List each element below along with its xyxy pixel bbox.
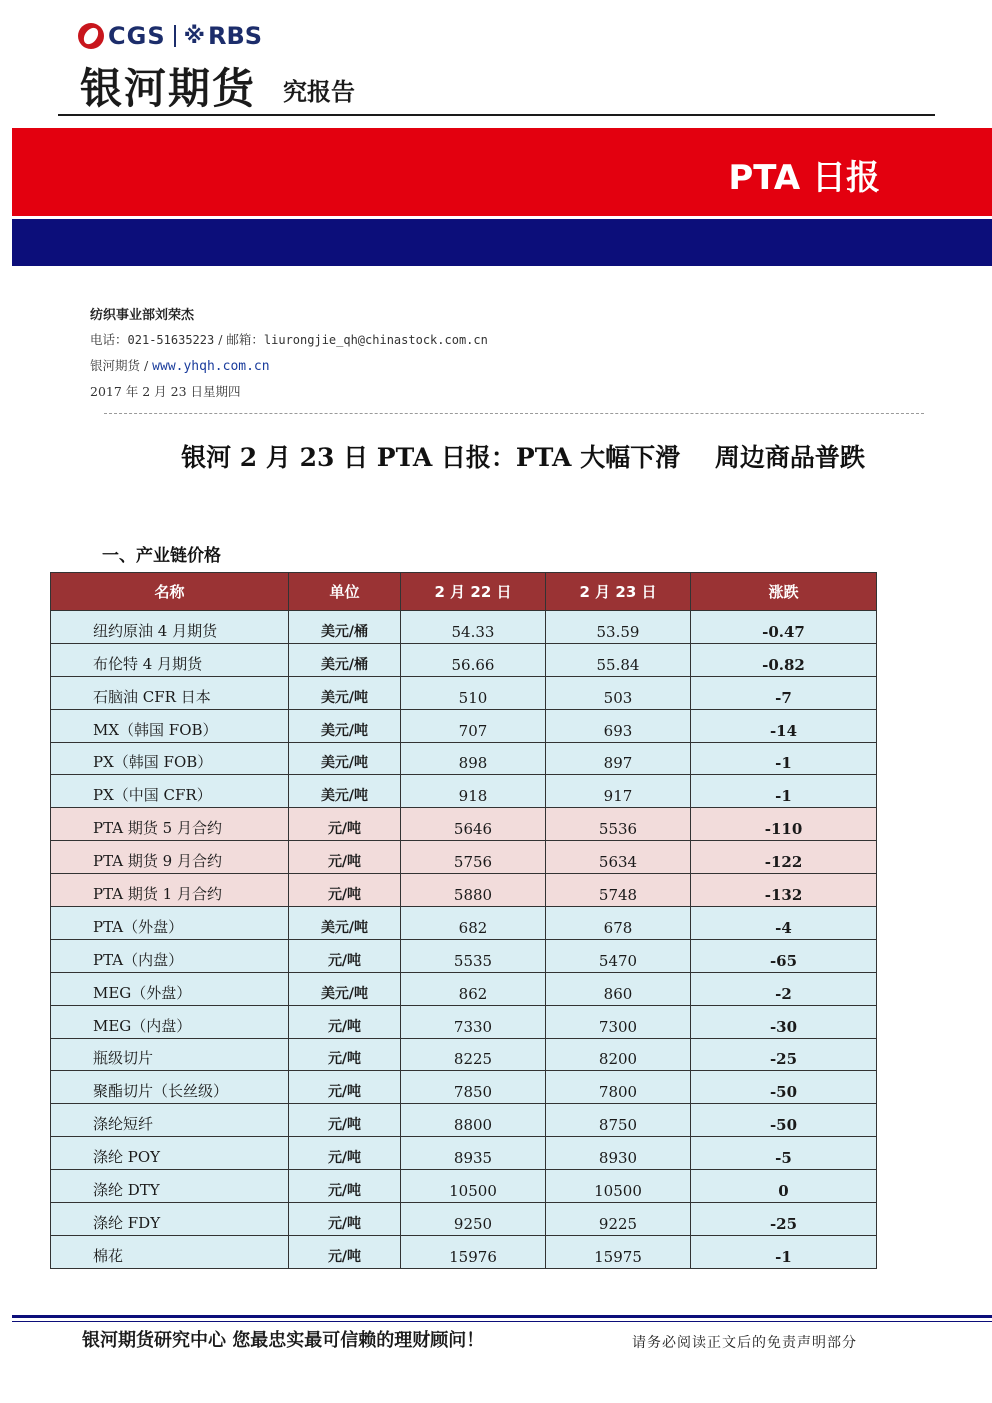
cell-unit: 美元/吨: [289, 775, 401, 808]
cell-change: -30: [691, 1005, 877, 1038]
email-label: / 邮箱：: [214, 332, 264, 347]
cell-unit: 元/吨: [289, 841, 401, 874]
cell-unit: 美元/吨: [289, 972, 401, 1005]
cell-date1: 5646: [401, 808, 546, 841]
logo-rbs-text: RBS: [208, 22, 263, 50]
table-row: [51, 1203, 877, 1236]
cell-date1: 7330: [401, 1005, 546, 1038]
cell-name: 棉花: [51, 1235, 289, 1268]
cell-date1: 5880: [401, 874, 546, 907]
cell-date1: 54.33: [401, 611, 546, 644]
cell-name: MX（韩国 FOB）: [51, 709, 289, 742]
cell-date2: 5634: [546, 841, 691, 874]
cell-unit: 元/吨: [289, 1005, 401, 1038]
table-row: [51, 1235, 877, 1268]
cell-name: 聚酯切片（长丝级）: [51, 1071, 289, 1104]
title-band: [12, 128, 992, 216]
cell-name: 涤纶 DTY: [51, 1170, 289, 1203]
cell-date2: 897: [546, 742, 691, 775]
price-table: [50, 572, 877, 1269]
cell-change: -0.82: [691, 643, 877, 676]
logo-divider: [174, 25, 176, 47]
table-row: [51, 643, 877, 676]
phone-label: 电话：: [90, 332, 128, 347]
cell-change: -2: [691, 972, 877, 1005]
table-row: [51, 676, 877, 709]
footer-rule-thin: [12, 1321, 992, 1322]
cell-change: -1: [691, 1235, 877, 1268]
cell-unit: 美元/吨: [289, 709, 401, 742]
cell-change: -25: [691, 1203, 877, 1236]
brand-subtitle: 究报告: [283, 78, 355, 106]
cell-name: MEG（内盘）: [51, 1005, 289, 1038]
cell-date2: 5748: [546, 874, 691, 907]
table-header-row: [51, 573, 877, 611]
brand-name: 银河期货: [80, 64, 257, 113]
cell-date2: 5536: [546, 808, 691, 841]
cell-name: PTA 期货 1 月合约: [51, 874, 289, 907]
cell-unit: 元/吨: [289, 939, 401, 972]
cell-date1: 8935: [401, 1137, 546, 1170]
cell-unit: 美元/吨: [289, 742, 401, 775]
table-row: [51, 972, 877, 1005]
cell-date1: 9250: [401, 1203, 546, 1236]
cell-name: 石脑油 CFR 日本: [51, 676, 289, 709]
cell-change: -1: [691, 742, 877, 775]
cell-unit: 元/吨: [289, 874, 401, 907]
table-row: [51, 742, 877, 775]
footer-rule-thick: [12, 1315, 992, 1318]
cell-date1: 10500: [401, 1170, 546, 1203]
table-row: [51, 907, 877, 940]
table-row: [51, 939, 877, 972]
cell-change: -110: [691, 808, 877, 841]
table-row: [51, 808, 877, 841]
cell-name: PTA 期货 9 月合约: [51, 841, 289, 874]
table-row: [51, 611, 877, 644]
cell-change: -4: [691, 907, 877, 940]
cell-change: -5: [691, 1137, 877, 1170]
cell-unit: 美元/桶: [289, 643, 401, 676]
logo-cgs-text: CGS: [108, 22, 166, 50]
cell-date2: 917: [546, 775, 691, 808]
cell-date2: 9225: [546, 1203, 691, 1236]
cell-date1: 5535: [401, 939, 546, 972]
contact-line: [90, 330, 488, 348]
cell-date1: 7850: [401, 1071, 546, 1104]
phone-number: 021-51635223: [127, 333, 215, 347]
author: 纺织事业部刘荣杰: [90, 308, 195, 323]
cell-date1: 8800: [401, 1104, 546, 1137]
cgs-swirl-icon: [78, 23, 104, 49]
cell-name: PTA 期货 5 月合约: [51, 808, 289, 841]
cell-date2: 7800: [546, 1071, 691, 1104]
table-row: [51, 1104, 877, 1137]
cell-name: 涤纶短纤: [51, 1104, 289, 1137]
site-link[interactable]: www.yhqh.com.cn: [152, 359, 270, 374]
cell-name: PX（韩国 FOB）: [51, 742, 289, 775]
cell-change: -50: [691, 1104, 877, 1137]
cell-name: PTA（内盘）: [51, 939, 289, 972]
cell-date1: 5756: [401, 841, 546, 874]
cell-unit: 元/吨: [289, 1071, 401, 1104]
col-header-change: 涨跌: [691, 573, 877, 611]
table-row: [51, 874, 877, 907]
cell-date1: 918: [401, 775, 546, 808]
cell-unit: 元/吨: [289, 1104, 401, 1137]
table-row: [51, 1005, 877, 1038]
cell-date1: 15976: [401, 1235, 546, 1268]
cell-name: 涤纶 POY: [51, 1137, 289, 1170]
cell-date2: 5470: [546, 939, 691, 972]
cell-change: -1: [691, 775, 877, 808]
cell-change: -122: [691, 841, 877, 874]
cell-name: 瓶级切片: [51, 1038, 289, 1071]
cell-date1: 707: [401, 709, 546, 742]
cell-date2: 8930: [546, 1137, 691, 1170]
band-title: PTA 日报: [728, 158, 880, 198]
cell-date2: 55.84: [546, 643, 691, 676]
cell-name: 纽约原油 4 月期货: [51, 611, 289, 644]
cell-change: -14: [691, 709, 877, 742]
site-label: 银河期货 /: [90, 358, 153, 373]
table-row: [51, 1170, 877, 1203]
cell-date1: 510: [401, 676, 546, 709]
cell-date1: 682: [401, 907, 546, 940]
report-date: 2017 年 2 月 23 日星期四: [90, 384, 241, 399]
cell-unit: 美元/吨: [289, 907, 401, 940]
cell-date2: 8200: [546, 1038, 691, 1071]
cell-name: PTA（外盘）: [51, 907, 289, 940]
cell-unit: 美元/桶: [289, 611, 401, 644]
report-title: 银河 2 月 23 日 PTA 日报：PTA 大幅下滑 周边商品普跌: [181, 443, 865, 472]
footer-disclaimer: 请务必阅读正文后的免责声明部分: [632, 1335, 857, 1351]
cell-date2: 53.59: [546, 611, 691, 644]
table-row: [51, 1038, 877, 1071]
cell-date2: 7300: [546, 1005, 691, 1038]
footer-slogan: 银河期货研究中心 您最忠实最可信赖的理财顾问！: [82, 1330, 485, 1351]
cell-date1: 898: [401, 742, 546, 775]
cell-unit: 元/吨: [289, 808, 401, 841]
dashed-divider: [104, 413, 924, 414]
table-row: [51, 1071, 877, 1104]
cell-date2: 15975: [546, 1235, 691, 1268]
cell-date2: 503: [546, 676, 691, 709]
logo: [78, 22, 262, 50]
table-body: [51, 611, 877, 1269]
blue-band: [12, 219, 992, 266]
site-line: [90, 356, 270, 374]
col-header-date1: 2 月 22 日: [401, 573, 546, 611]
cell-change: -132: [691, 874, 877, 907]
table-row: [51, 709, 877, 742]
table-row: [51, 841, 877, 874]
cell-date2: 10500: [546, 1170, 691, 1203]
table-row: [51, 775, 877, 808]
cell-name: 布伦特 4 月期货: [51, 643, 289, 676]
cell-change: -0.47: [691, 611, 877, 644]
cell-date2: 693: [546, 709, 691, 742]
col-header-name: 名称: [51, 573, 289, 611]
cell-date1: 862: [401, 972, 546, 1005]
cell-date1: 8225: [401, 1038, 546, 1071]
cell-date2: 678: [546, 907, 691, 940]
email-address[interactable]: liurongjie_qh@chinastock.com.cn: [263, 333, 488, 347]
cell-change: -25: [691, 1038, 877, 1071]
cell-unit: 元/吨: [289, 1203, 401, 1236]
cell-change: 0: [691, 1170, 877, 1203]
cell-unit: 元/吨: [289, 1235, 401, 1268]
col-header-unit: 单位: [289, 573, 401, 611]
rbs-mark-icon: ※: [183, 23, 205, 49]
cell-change: -7: [691, 676, 877, 709]
cell-name: 涤纶 FDY: [51, 1203, 289, 1236]
cell-name: MEG（外盘）: [51, 972, 289, 1005]
cell-date2: 860: [546, 972, 691, 1005]
cell-change: -50: [691, 1071, 877, 1104]
header-rule: [58, 114, 935, 116]
cell-unit: 美元/吨: [289, 676, 401, 709]
cell-date2: 8750: [546, 1104, 691, 1137]
cell-unit: 元/吨: [289, 1038, 401, 1071]
cell-name: PX（中国 CFR）: [51, 775, 289, 808]
cell-date1: 56.66: [401, 643, 546, 676]
table-row: [51, 1137, 877, 1170]
section-title: 一、产业链价格: [102, 546, 221, 566]
cell-change: -65: [691, 939, 877, 972]
cell-unit: 元/吨: [289, 1137, 401, 1170]
cell-unit: 元/吨: [289, 1170, 401, 1203]
col-header-date2: 2 月 23 日: [546, 573, 691, 611]
